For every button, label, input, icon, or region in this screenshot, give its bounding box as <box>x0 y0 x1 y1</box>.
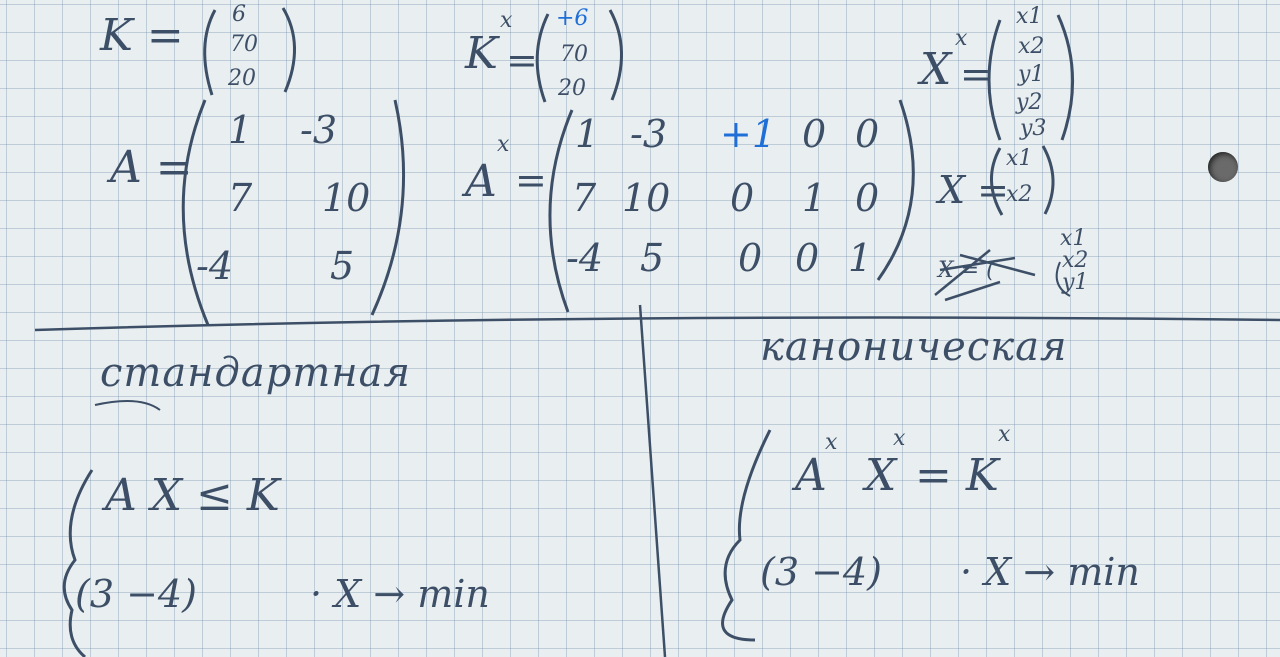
left-line-1: A X ≤ K <box>105 470 280 521</box>
left-system-brace <box>64 470 92 657</box>
a-cell-1-2: -3 <box>300 108 338 152</box>
kx-value-1-text: +6 <box>556 6 589 31</box>
right-line-2-rest: · X → min <box>960 550 1140 594</box>
k-left-paren <box>205 10 215 95</box>
left-section-title: стандартная <box>100 350 411 396</box>
right-line-1-a: A <box>795 450 827 501</box>
right-section-title: каноническая <box>760 324 1068 370</box>
ax-cell-1-2: -3 <box>630 112 668 156</box>
crossed-value-2: x2 <box>1062 248 1089 273</box>
k-value-1: 6 <box>232 2 246 27</box>
k-value-2: 70 <box>230 32 258 57</box>
kx-equals: = <box>506 38 538 82</box>
right-line-2-vec: (3 −4) <box>760 550 882 594</box>
kx-value-2: 70 <box>560 42 588 67</box>
ax-superscript: x <box>497 132 510 157</box>
kx-superscript: x <box>500 8 513 33</box>
xx-right-paren <box>1058 15 1073 140</box>
a-cell-1-1: 1 <box>228 108 253 152</box>
ax-cell-3-3: 0 <box>738 236 763 280</box>
kx-right-paren <box>610 10 622 100</box>
xx-value-1: x1 <box>1016 4 1043 29</box>
a-right-paren <box>372 100 404 315</box>
a-cell-2-1: 7 <box>228 176 253 220</box>
ax-cell-1-4: 0 <box>802 112 827 156</box>
ax-cell-3-2: 5 <box>640 236 665 280</box>
right-line-1-x: X <box>865 450 897 501</box>
ax-cell-2-3: 0 <box>730 176 755 220</box>
k-label: K = <box>100 10 184 61</box>
vertical-divider <box>640 305 665 657</box>
right-line-1-a-sup: x <box>825 430 838 455</box>
xx-value-4: y2 <box>1016 90 1043 115</box>
ax-right-paren <box>878 100 913 280</box>
left-line-2-rest: · X → min <box>310 572 490 616</box>
x-label: X = <box>938 168 1009 212</box>
kx-label: K <box>465 28 498 79</box>
xx-superscript: x <box>955 26 968 51</box>
ax-cell-2-2: 10 <box>622 176 671 220</box>
ax-cell-2-4: 1 <box>802 176 827 220</box>
a-cell-2-2: 10 <box>322 176 371 220</box>
binder-hole <box>1208 152 1238 182</box>
ax-cell-1-1: 1 <box>575 112 600 156</box>
ax-cell-2-1: 7 <box>572 176 597 220</box>
ax-cell-3-1: -4 <box>566 236 604 280</box>
xx-value-5: y3 <box>1020 116 1047 141</box>
x-value-2: x2 <box>1006 182 1033 207</box>
k-right-paren <box>283 8 295 92</box>
ax-cell-3-5: 1 <box>848 236 873 280</box>
kx-value-3: 20 <box>558 76 586 101</box>
ax-cell-2-5: 0 <box>855 176 880 220</box>
x-right-paren <box>1043 146 1053 214</box>
left-title-flourish <box>95 401 160 410</box>
horizontal-divider <box>35 318 1280 330</box>
ax-cell-1-5: 0 <box>855 112 880 156</box>
kx-value-1 <box>556 8 588 30</box>
crossed-value-3: y1 <box>1062 270 1089 295</box>
right-line-1-k-sup: x <box>998 422 1011 447</box>
ax-equals: = <box>515 158 547 202</box>
ax-cell-1-3-text: +1 <box>720 112 777 156</box>
a-cell-3-2: 5 <box>330 244 355 288</box>
right-line-1-x-sup: x <box>893 426 906 451</box>
kx-left-paren <box>537 14 548 102</box>
x-value-1: x1 <box>1006 146 1033 171</box>
a-cell-3-1: -4 <box>196 244 234 288</box>
right-system-brace <box>723 430 770 640</box>
xx-value-3: y1 <box>1018 62 1045 87</box>
ax-cell-1-3 <box>720 112 776 156</box>
crossed-label: X = ( <box>938 258 995 283</box>
a-label: A = <box>110 142 193 193</box>
xx-label: X <box>920 44 952 95</box>
xx-equals: = <box>960 52 992 96</box>
left-line-2-vec: (3 −4) <box>75 572 197 616</box>
xx-value-2: x2 <box>1018 34 1045 59</box>
k-value-3: 20 <box>228 66 256 91</box>
ax-label: A <box>465 156 497 207</box>
ax-cell-3-4: 0 <box>795 236 820 280</box>
crossed-value-1: x1 <box>1060 226 1087 251</box>
ax-left-paren <box>550 110 572 312</box>
a-left-paren <box>183 100 208 325</box>
right-line-1-eq: = K <box>915 450 999 501</box>
